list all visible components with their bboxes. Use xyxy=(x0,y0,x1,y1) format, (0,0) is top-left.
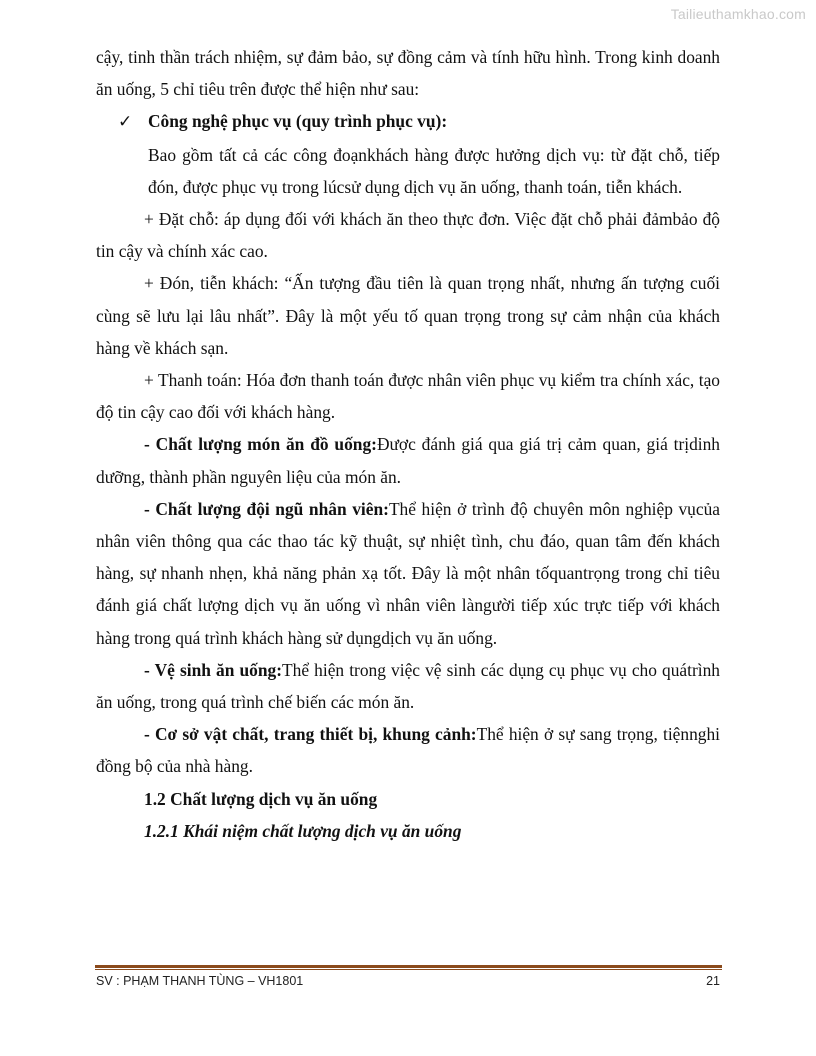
facilities-text: Thể hiện ở sự sang trọng, tiệnnghi đồng bộ của nhà hàng. xyxy=(96,724,720,777)
checklist-item-description-block xyxy=(148,139,720,203)
staff-quality-label: - Chất lượng đội ngũ nhân viên: xyxy=(144,498,389,519)
checklist-item-description: Bao gồm tất cả các công đoạnkhách hàng được hưởng dịch vụ: từ đặt chỗ, tiếp đón, được phục vụ trong lúcsử dụng dịch vụ ăn uống, thanh toán, tiễn khách. xyxy=(148,144,720,197)
paragraph-food-quality xyxy=(96,428,720,492)
page-number: 21 xyxy=(706,974,720,988)
section-heading: 1.2 Chất lượng dịch vụ ăn uống xyxy=(144,788,378,809)
paragraph-facilities xyxy=(96,718,720,782)
food-quality-label: - Chất lượng món ăn đồ uống: xyxy=(144,434,377,455)
footer-divider xyxy=(95,965,722,968)
page-footer xyxy=(96,974,720,988)
watermark: Tailieuthamkhao.com xyxy=(670,6,806,22)
paragraph-payment: + Thanh toán: Hóa đơn thanh toán được nhân viên phục vụ kiểm tra chính xác, tạo độ tin cậy cao đối với khách hàng. xyxy=(96,370,720,423)
facilities-label: - Cơ sở vật chất, trang thiết bị, khung cảnh: xyxy=(144,724,477,745)
paragraph-hygiene xyxy=(96,654,720,718)
hygiene-text: Thể hiện trong việc vệ sinh các dụng cụ phục vụ cho quátrình ăn uống, trong quá trình chế biến các món ăn. xyxy=(96,659,720,713)
checklist-item xyxy=(118,105,720,138)
checklist-item-label: Công nghệ phục vụ (quy trình phục vụ): xyxy=(148,111,448,132)
food-quality-text: Được đánh giá qua giá trị cảm quan, giá trịdinh dưỡng, thành phần nguyên liệu của món ăn. xyxy=(96,434,720,487)
footer-divider-thin xyxy=(95,969,722,970)
document-body xyxy=(96,41,720,847)
subsection-heading: 1.2.1 Khái niệm chất lượng dịch vụ ăn uống xyxy=(144,820,462,841)
paragraph-greeting: + Đón, tiễn khách: “Ấn tượng đầu tiên là quan trọng nhất, nhưng ấn tượng cuối cùng sẽ lưu lại lâu nhất”. Đây là một yếu tố quan trọng trong sự cảm nhận của khách hàng về khách sạn. xyxy=(96,273,720,358)
paragraph-intro: cậy, tinh thần trách nhiệm, sự đảm bảo, sự đồng cảm và tính hữu hình. Trong kinh doanh ăn uống, 5 chỉ tiêu trên được thể hiện như sau: xyxy=(96,47,720,100)
footer-student-name: SV : PHẠM THANH TÙNG – VH1801 xyxy=(96,974,304,988)
staff-quality-text: Thể hiện ở trình độ chuyên môn nghiệp vụcủa nhân viên thông qua các thao tác kỹ thuật, sự nhiệt tình, chu đáo, quan tâm đến khách hàng, sự nhanh nhẹn, khả năng phản xạ tốt. Đây là một nhân tốquantrọng trong chỉ tiêu đánh giá chất lượng dịch vụ ăn uống vì nhân viên làngười tiếp xúc trực tiếp với khách hàng trong quá trình khách hàng sử dụngdịch vụ ăn uống. xyxy=(96,498,720,648)
paragraph-reservation: + Đặt chỗ: áp dụng đối với khách ăn theo thực đơn. Việc đặt chỗ phải đảmbảo độ tin cậy và chính xác cao. xyxy=(96,209,720,262)
paragraph-staff-quality xyxy=(96,493,720,654)
hygiene-label: - Vệ sinh ăn uống: xyxy=(144,659,283,680)
checkmark-icon: ✓ xyxy=(118,112,133,133)
